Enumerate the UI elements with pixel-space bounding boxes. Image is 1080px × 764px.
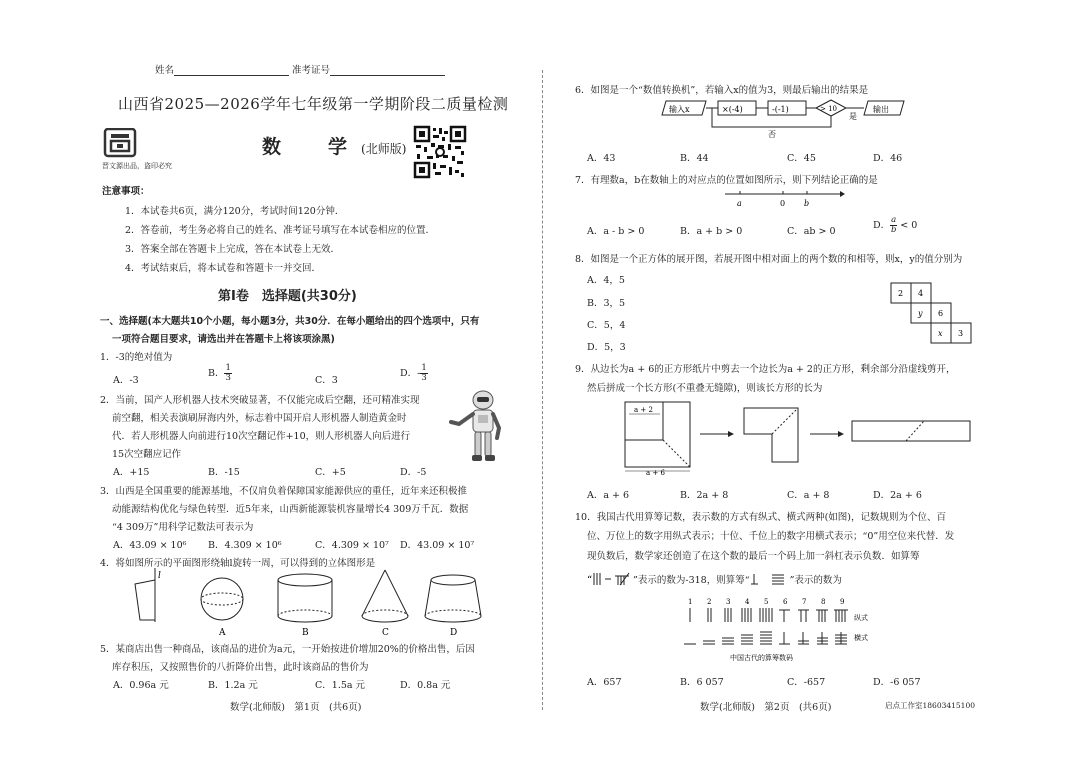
q7-stem: 7．有理数a，b在数轴上的对应点的位置如图所示，则下列结论正确的是: [575, 175, 878, 186]
svg-text:“: “: [587, 575, 593, 586]
q6-flowchart-svg: [660, 97, 920, 141]
plane-figure: [135, 580, 155, 620]
name-line: [155, 62, 445, 76]
robot-icon: [445, 388, 507, 466]
q10-option-b[interactable]: B．6 057: [680, 677, 724, 688]
notice-item: 1．本试卷共6页，满分120分，考试时间120分钟．: [125, 206, 345, 217]
q2-stem-line: 2．当前，国产人形机器人技术突破显著，不仅能完成后空翻，还可精准实现: [100, 395, 420, 406]
section1-instruction-2: 一项符合题目要求，请选出并在答题卡上将该项涂黑): [112, 334, 335, 345]
net-cell: 6: [938, 309, 944, 318]
q3-option-c[interactable]: C．4.309 × 10⁷: [315, 540, 389, 551]
digit: 5: [764, 598, 769, 606]
fraction-denominator: 3: [421, 373, 427, 383]
vertical-rods: [690, 608, 848, 622]
q9-stem-line: 然后拼成一个长方形(不重叠无缝隙)，则该长方形的长为: [587, 383, 823, 394]
q8-cube-net-svg: [890, 282, 980, 346]
axis-label: b: [804, 199, 810, 208]
q10-option-c[interactable]: C．-657: [787, 677, 826, 688]
subject-title: [262, 132, 406, 159]
publisher-caption: 晋文源出品，盗印必究: [102, 162, 172, 170]
name-blank[interactable]: [174, 65, 289, 76]
axis-label: a: [737, 199, 742, 208]
exam-no-blank[interactable]: [330, 65, 445, 76]
suanchou-rods-icon: [587, 572, 633, 586]
axis-label: 0: [780, 199, 786, 208]
dim-label: a + 2: [634, 406, 653, 414]
footer-left: 数学(北师版) 第1页 (共6页): [230, 702, 362, 713]
q9-option-a[interactable]: A．a + 6: [587, 490, 630, 501]
q10-line4-text-a: ”表示的数为-318，则算筹“: [633, 575, 750, 586]
q8-stem: 8．如图是一个正方体的展开图，若展开图中相对面上的两个数的和相等，则x，y的值分别为: [575, 254, 963, 265]
publisher-logo-icon: [102, 128, 142, 158]
q3-stem-line: 动能源结构优化与绿色转型．近5年来，山西新能源装机容量增长4 309万千瓦．数据: [112, 504, 469, 515]
q6-option-c[interactable]: C．45: [787, 153, 816, 164]
q3-option-a[interactable]: A．43.09 × 10⁶: [113, 540, 187, 551]
sphere-shape: [201, 578, 243, 620]
digit: 6: [783, 598, 788, 606]
q10-stem-line: 10．我国古代用算筹记数，表示数的方式有纵式、横式两种(如图)，记数规则为个位、百: [575, 512, 947, 523]
subject-edition: (北师版): [361, 142, 407, 156]
net-cell: 2: [898, 289, 904, 298]
cone-shape: [362, 570, 385, 616]
cylinder-shape: [278, 574, 332, 586]
q1-option-b[interactable]: [208, 364, 232, 383]
q1-d-fraction: [420, 364, 427, 383]
exam-title: 山西省2025—2026学年七年级第一学期阶段二质量检测: [118, 95, 509, 113]
q4-figure: [100, 566, 500, 641]
digit: 8: [821, 598, 826, 606]
q10-stem-line-4: [587, 572, 842, 589]
figure-label: A: [219, 628, 226, 638]
q5-option-c[interactable]: C．1.5a 元: [315, 680, 366, 691]
section1-instruction: 一、选择题(本大题共10个小题，每小题3分，共30分．在每小题给出的四个选项中，只有: [100, 316, 480, 327]
figure-label: B: [302, 628, 309, 638]
q8-option-c[interactable]: C．5，4: [587, 320, 626, 331]
q7-number-line: [725, 188, 845, 213]
dim-label: a + 6: [646, 469, 665, 476]
qr-code-icon: [413, 125, 467, 179]
q5-stem-line: 5．某商店出售一种商品，该商品的进价为a元，一开始按进价增加20%的价格出售，后因: [100, 644, 475, 655]
net-cell: y: [918, 309, 923, 318]
q8-option-b[interactable]: B．3，5: [587, 298, 626, 309]
q9-option-b[interactable]: B．2a + 8: [680, 490, 729, 501]
fraction-numerator: 1: [421, 363, 427, 373]
q10-stem-line: 现负数后，数学家还创造了在这个数的最后一个码上加一斜杠表示负数．如算筹: [587, 551, 920, 562]
subject-name: 数 学: [262, 136, 362, 158]
publisher-logo: [102, 128, 172, 170]
net-cell: x: [938, 329, 943, 338]
left-page: [100, 0, 520, 764]
q2-option-c[interactable]: C．+5: [315, 467, 346, 478]
section1-title: 第Ⅰ卷 选择题(共30分): [218, 289, 357, 304]
q10-option-a[interactable]: A．657: [587, 677, 622, 688]
q2-stem-line: 前空翻，相关表演刷屏海内外，标志着中国开启人形机器人制造黄金时: [112, 413, 407, 424]
q8-cube-net: [890, 282, 980, 349]
q7-d-suffix: < 0: [900, 220, 918, 231]
q9-option-d[interactable]: D．2a + 6: [873, 490, 922, 501]
frustum-shape: [431, 575, 475, 585]
q5-option-a[interactable]: A．0.96a 元: [113, 680, 169, 691]
q4-stem: 4．将如图所示的平面图形绕轴l旋转一周，可以得到的立体图形是: [100, 558, 376, 569]
suanchou-table: [670, 596, 900, 669]
q6-option-a[interactable]: A．43: [587, 153, 616, 164]
q4-figure-svg: [100, 566, 500, 638]
q9-figure: [620, 400, 990, 479]
q5-option-b[interactable]: B．1.2a 元: [208, 680, 258, 691]
result-rectangle: [852, 421, 970, 441]
q3-stem-line: “4 309万”用科学记数法可表示为: [112, 522, 254, 533]
q7-option-a[interactable]: A．a - b > 0: [587, 226, 645, 237]
robot-illustration: [445, 388, 507, 469]
q6-option-b[interactable]: B．44: [680, 153, 709, 164]
suanchou-rods-icon: [750, 572, 790, 586]
notice-item: 4．考试结束后，将本试卷和答题卡一并交回．: [125, 263, 322, 274]
q3-stem-line: 3．山西是全国重要的能源基地，不仅肩负着保障国家能源供应的重任，近年来还积极推: [100, 486, 468, 497]
q8-option-d[interactable]: D．5，3: [587, 342, 626, 353]
q3-option-d[interactable]: D．43.09 × 10⁷: [400, 540, 475, 551]
q1-b-prefix: B．: [208, 368, 225, 379]
fraction-numerator: 1: [225, 363, 231, 373]
q10-line4-text-b: ”表示的数为: [789, 575, 842, 586]
right-page: [565, 0, 995, 764]
q7-option-d[interactable]: [873, 216, 917, 235]
page-divider: [542, 70, 543, 710]
qr-code: [413, 125, 467, 182]
suanchou-example-1: [587, 572, 633, 589]
footer-brand: 启点工作室18603415100: [885, 701, 975, 710]
digit: 2: [707, 598, 712, 606]
q5-option-d[interactable]: D．0.8a 元: [400, 680, 451, 691]
digit: 1: [688, 598, 693, 606]
q10-stem-line: 位、万位上的数字用纵式表示；十位、千位上的数字用横式表示；“0”用空位来代替．发: [587, 531, 955, 542]
net-cell: 4: [918, 289, 924, 298]
suanchou-table-svg: [670, 596, 900, 666]
q7-number-line-svg: [725, 188, 845, 210]
q1-b-fraction: [224, 364, 231, 383]
q1-option-d[interactable]: [400, 364, 428, 383]
flow-text: -(-1): [772, 105, 789, 114]
flow-yes: 是: [849, 112, 857, 121]
q1-stem: 1．-3的绝对值为: [100, 352, 173, 363]
net-cell: 3: [958, 329, 964, 338]
q1-d-prefix: D．-: [400, 368, 421, 379]
name-label: 姓名: [155, 65, 175, 76]
notice-heading: 注意事项：: [102, 186, 150, 197]
fraction-numerator: a: [891, 215, 897, 225]
flow-text: 输入x: [669, 105, 690, 114]
q6-stem: 6．如图是一个“数值转换机”，若输入x的值为3，则最后输出的结果是: [575, 85, 869, 96]
digit-row: [688, 598, 844, 606]
figure-label: D: [450, 628, 458, 638]
figure-label: C: [382, 628, 389, 638]
q2-option-b[interactable]: B．-15: [208, 467, 240, 478]
notice-item: 3．答案全部在答题卡上完成，答在本试卷上无效．: [125, 244, 341, 255]
q7-d-prefix: D．: [873, 220, 891, 231]
q1-option-a[interactable]: A．-3: [113, 375, 139, 386]
q9-stem-line: 9．从边长为a + 6的正方形纸片中剪去一个边长为a + 2的正方形，剩余部分沿虚线剪开，: [575, 364, 956, 375]
fraction-denominator: b: [890, 225, 897, 235]
q2-option-a[interactable]: A．+15: [113, 467, 150, 478]
digit: 7: [802, 598, 807, 606]
digit: 3: [726, 598, 731, 606]
q9-option-c[interactable]: C．a + 8: [787, 490, 830, 501]
q5-stem-line: 库存积压，又按照售价的八折降价出售，此时该商品的售价为: [112, 662, 369, 673]
axis-label: l: [158, 571, 161, 581]
q9-figure-svg: [620, 400, 990, 476]
notice-item: 2．答卷前，考生务必将自己的姓名、准考证号填写在本试卷相应的位置．: [125, 225, 436, 236]
q7-option-b[interactable]: B．a + b > 0: [680, 226, 743, 237]
horizontal-label: 横式: [854, 634, 868, 642]
q8-option-a[interactable]: A．4，5: [587, 275, 625, 286]
table-caption: 中国古代的算筹数码: [730, 654, 793, 662]
flow-text: 输出: [873, 105, 889, 114]
q3-option-b[interactable]: B．4.309 × 10⁶: [208, 540, 282, 551]
q1-option-c[interactable]: C．3: [315, 375, 338, 386]
suanchou-example-2: [750, 572, 790, 589]
digit: 4: [745, 598, 750, 606]
q2-stem-line: 代．若人形机器人向前进行10次空翻记作+10，则人形机器人向后进行: [112, 431, 411, 442]
footer-right: 数学(北师版) 第2页 (共6页): [700, 702, 832, 713]
exam-no-label: 准考证号: [292, 65, 331, 76]
vertical-label: 纵式: [854, 614, 868, 622]
flow-no: 否: [768, 130, 776, 139]
q10-option-d[interactable]: D．-6 057: [873, 677, 921, 688]
q6-option-d[interactable]: D．46: [873, 153, 903, 164]
q2-stem-line: 15次空翻应记作: [112, 449, 182, 460]
q2-option-d[interactable]: D．-5: [400, 467, 427, 478]
q6-flowchart: [660, 97, 920, 144]
fraction-denominator: 3: [225, 373, 231, 383]
horizontal-rods: [684, 632, 847, 644]
q7-d-fraction: [890, 216, 897, 235]
flow-text: ×(-4): [722, 105, 743, 114]
digit: 9: [840, 598, 845, 606]
flow-text: > 10: [820, 105, 837, 113]
q7-option-c[interactable]: C．ab > 0: [787, 226, 836, 237]
